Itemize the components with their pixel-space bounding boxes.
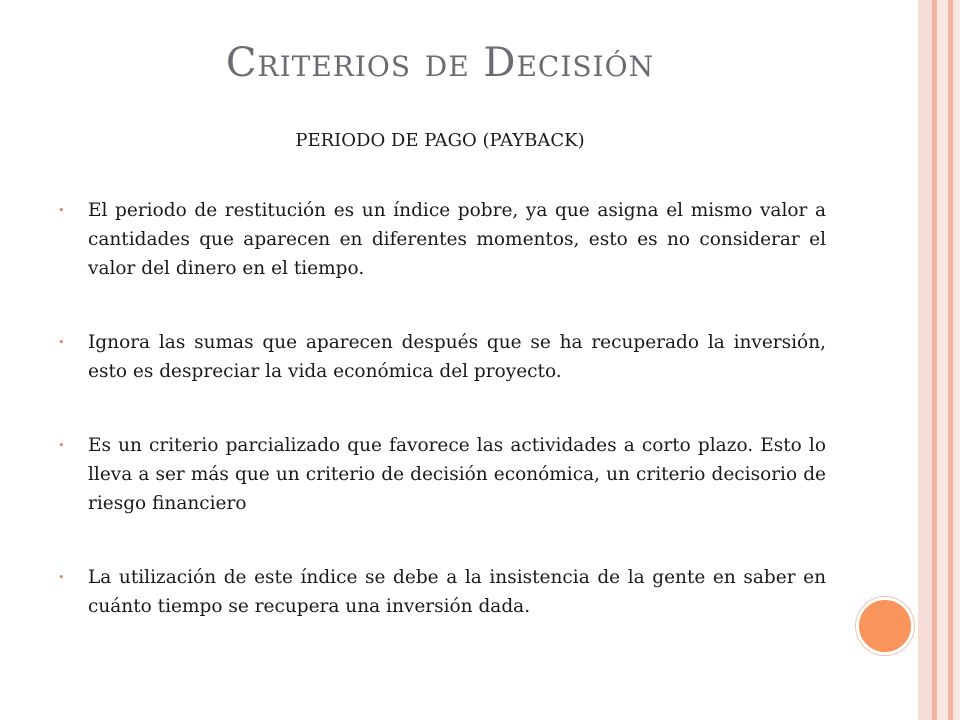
bullet-text: El periodo de restitución es un índice pobre, ya que asigna el mismo valor a cantidades que aparecen en diferentes momentos, esto es no considerar el valor del dinero en el tiempo. bbox=[88, 200, 826, 279]
bullet-icon: • bbox=[58, 571, 65, 584]
bullet-list bbox=[58, 196, 826, 666]
slide-subtitle: PERIODO DE PAGO (PAYBACK) bbox=[295, 130, 585, 151]
decorative-stripe bbox=[937, 0, 948, 720]
decorative-stripe bbox=[918, 0, 932, 720]
bullet-text: Ignora las sumas que aparecen después que se ha recuperado la inversión, esto es despreciar la vida económica del proyecto. bbox=[88, 332, 826, 382]
bullet-text: La utilización de este índice se debe a la insistencia de la gente en saber en cuánto tiempo se recupera una inversión dada. bbox=[88, 567, 826, 617]
bullet-item bbox=[58, 196, 826, 283]
bullet-text: Es un criterio parcializado que favorece las actividades a corto plazo. Esto lo lleva a ser más que un criterio de decisión económica, un criterio decisorio de riesgo financiero bbox=[88, 435, 826, 514]
bullet-icon: • bbox=[58, 439, 65, 452]
bullet-icon: • bbox=[58, 204, 65, 217]
decorative-circle bbox=[856, 597, 914, 655]
bullet-icon: • bbox=[58, 336, 65, 349]
bullet-item bbox=[58, 431, 826, 518]
slide-title: Criterios de Decisión bbox=[225, 40, 655, 86]
decorative-stripe bbox=[953, 0, 960, 720]
bullet-item bbox=[58, 563, 826, 621]
bullet-item bbox=[58, 328, 826, 386]
